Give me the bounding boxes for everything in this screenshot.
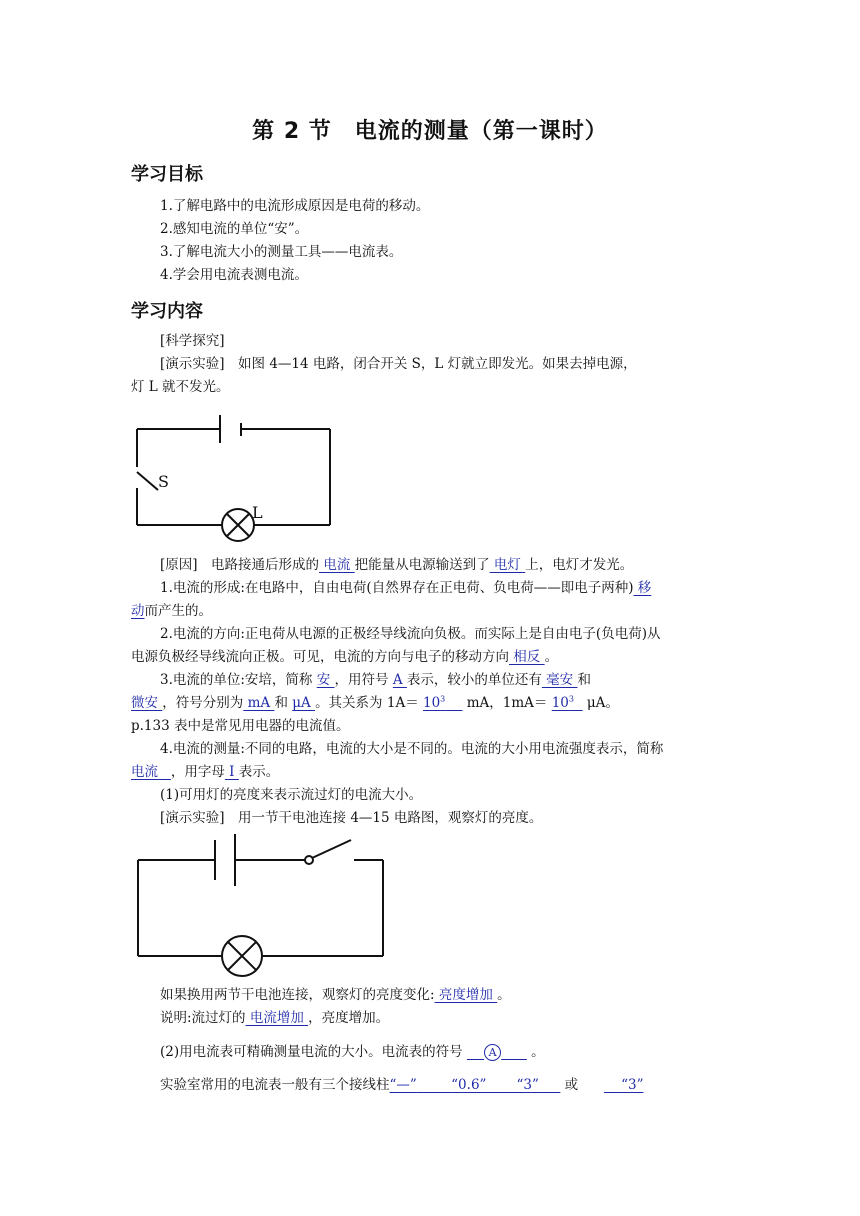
paragraph-text: 3.电流的单位:安培，简称 <box>160 672 317 688</box>
subpoint-1: (1)可用灯的亮度来表示流过灯的电流大小。 <box>160 787 423 803</box>
reason-line <box>160 556 633 574</box>
demo2-text: [演示实验] 用一节干电池连接 4—15 电路图，观察灯的亮度。 <box>160 810 543 826</box>
answer-blank: 毫安 <box>541 672 578 688</box>
answer-blank <box>552 695 583 711</box>
switch-blade <box>312 840 351 858</box>
paragraph-text: 如果换用两节干电池连接，观察灯的亮度变化: <box>160 987 435 1003</box>
terminal-label: “3” <box>516 1077 539 1093</box>
answer-value: 10 <box>422 695 441 711</box>
paragraph-text: 。 <box>526 1044 545 1060</box>
objective-item: 2.感知电流的单位“安”。 <box>160 221 309 237</box>
answer-blank: mA <box>243 695 275 711</box>
observation-1 <box>160 986 511 1004</box>
paragraph-2-cont <box>131 648 558 666</box>
reason-text: [原因] 电路接通后形成的 <box>160 557 320 573</box>
answer-blank: 安 <box>316 672 335 688</box>
answer-blank: 电流 <box>319 557 355 573</box>
switch-blade <box>137 472 158 490</box>
answer-exponent: 3 <box>568 694 574 704</box>
switch-label: S <box>158 472 169 491</box>
answer-blank <box>423 695 462 711</box>
objectives-heading: 学习目标 <box>131 164 203 185</box>
answer-blank: 相反 <box>509 649 545 665</box>
content-heading: 学习内容 <box>131 301 203 322</box>
paragraph-text: 表示。 <box>238 764 280 780</box>
paragraph-text: 。其关系为 1A＝ <box>315 695 423 711</box>
answer-blank <box>604 1077 644 1093</box>
circuit-figure-1 <box>120 412 350 542</box>
answer-blank: 电流增加 <box>245 1010 309 1026</box>
paragraph-text: ，亮度增加。 <box>308 1010 390 1026</box>
answer-blank: 动 <box>131 603 145 619</box>
reason-text: 把能量从电源输送到了 <box>354 557 490 573</box>
answer-blank <box>467 1044 527 1060</box>
answer-blank: 微安 <box>131 695 163 711</box>
paragraph-text: 电源负极经导线流向正极。可见，电流的方向与电子的移动方向 <box>131 649 509 665</box>
observation-2 <box>160 1009 389 1027</box>
circuit-figure-2 <box>125 828 395 978</box>
terminal-label: “3” <box>621 1077 644 1093</box>
objective-item: 4.学会用电流表测电流。 <box>160 267 308 283</box>
paragraph-1-cont <box>131 602 212 620</box>
paragraph-1 <box>160 579 651 597</box>
objective-item: 1.了解电路中的电流形成原因是电荷的移动。 <box>160 198 430 214</box>
objective-item: 3.了解电流大小的测量工具——电流表。 <box>160 244 403 260</box>
paragraph-4: 4.电流的测量:不同的电路，电流的大小是不同的。电流的大小用电流强度表示，简称 <box>160 741 664 757</box>
paragraph-text: 和 <box>274 695 293 711</box>
terminal-label: “0.6” <box>451 1077 487 1093</box>
page-title: 第 2 节 电流的测量（第一课时） <box>252 119 608 144</box>
paragraph-text: 表示，较小的单位还有 <box>406 672 542 688</box>
answer-blank: 电流 <box>131 764 158 780</box>
paragraph-text: 或 <box>564 1077 579 1093</box>
paragraph-text: 和 <box>577 672 591 688</box>
answer-blank: I <box>224 764 239 780</box>
terminals-line <box>160 1076 643 1094</box>
answer-value: 10 <box>551 695 569 711</box>
answer-exponent: 3 <box>440 694 446 704</box>
paragraph-text: ，用符号 <box>334 672 393 688</box>
answer-blank: μA <box>292 695 316 711</box>
reason-text: 上，电灯才发光。 <box>525 557 634 573</box>
terminal-label: “—” <box>389 1077 417 1093</box>
answer-blank: 电灯 <box>489 557 526 573</box>
inquiry-label: [科学探究] <box>160 333 225 349</box>
paragraph-text: 而产生的。 <box>144 603 212 619</box>
paragraph-text: μA。 <box>582 695 619 711</box>
demo1-text: [演示实验] 如图 4—14 电路，闭合开关 S，L 灯就立即发光。如果去掉电源， <box>160 356 637 372</box>
paragraph-text: ，用字母 <box>170 764 225 780</box>
lamp-label: L <box>252 503 263 522</box>
demo1-text-cont: 灯 L 就不发光。 <box>131 379 230 395</box>
paragraph-text: 说明:流过灯的 <box>160 1010 246 1026</box>
paragraph-text: 实验室常用的电流表一般有三个接线柱 <box>160 1077 390 1093</box>
subpoint-2 <box>160 1043 545 1061</box>
answer-blank-pad <box>158 764 171 780</box>
paragraph-text: (2)用电流表可精确测量电流的大小。电流表的符号 <box>160 1044 467 1060</box>
answer-blank: 移 <box>633 580 652 596</box>
ammeter-symbol-icon: A <box>484 1044 501 1061</box>
paragraph-text: ，符号分别为 <box>162 695 244 711</box>
paragraph-2: 2.电流的方向:正电荷从电源的正极经导线流向负极。而实际上是自由电子(负电荷)从 <box>160 626 661 642</box>
answer-blank: 亮度增加 <box>434 987 498 1003</box>
paragraph-text: 1.电流的形成:在电路中，自由电荷(自然界存在正电荷、负电荷——即电子两种) <box>160 580 634 596</box>
answer-blank <box>390 1077 561 1093</box>
paragraph-4-cont <box>131 763 279 781</box>
paragraph-3 <box>160 671 591 689</box>
answer-blank: A <box>392 672 407 688</box>
paragraph-text: 。 <box>544 649 559 665</box>
paragraph-3-note: p.133 表中是常见用电器的电流值。 <box>131 718 350 734</box>
paragraph-3-cont <box>131 694 619 712</box>
paragraph-text: mA，1mA＝ <box>462 695 552 711</box>
paragraph-text: 。 <box>497 987 511 1003</box>
